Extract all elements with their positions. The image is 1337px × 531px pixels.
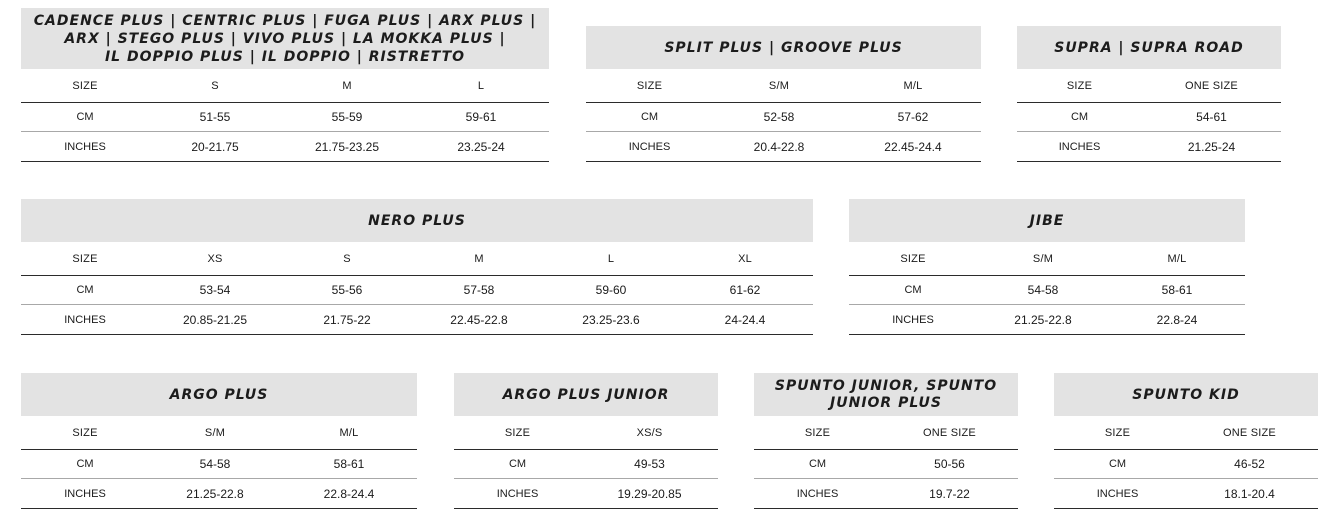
table-cell: 19.29-20.85: [617, 486, 682, 501]
column-header: ONE SIZE: [1185, 79, 1238, 92]
size-table-split: [586, 26, 981, 162]
table-title-line: JIBE: [1029, 212, 1065, 229]
table-row-inches: [1017, 132, 1281, 162]
row-label: CM: [1108, 458, 1127, 470]
table-cell: 21.25-22.8: [1014, 312, 1072, 327]
table-header-row: [454, 416, 718, 450]
row-label: CM: [640, 111, 659, 123]
table-cell: 52-58: [763, 110, 795, 124]
column-header: SIZE: [72, 79, 98, 92]
table-title-line: SPUNTO KID: [1132, 386, 1240, 403]
table-title: [754, 373, 1018, 416]
column-header: M: [474, 252, 484, 265]
table-cell: 18.1-20.4: [1224, 486, 1275, 501]
column-header: S/M: [1032, 252, 1054, 265]
table-cell: 24-24.4: [724, 312, 766, 327]
column-header: M/L: [339, 426, 359, 439]
table-cell: 54-58: [1027, 283, 1059, 297]
table-cell: 58-61: [333, 457, 365, 471]
column-header: L: [607, 252, 615, 265]
table-header-row: [754, 416, 1018, 450]
table-cell: 22.45-22.8: [450, 312, 508, 327]
table-title-line: ARGO PLUS JUNIOR: [502, 386, 670, 403]
table-title-line: SUPRA | SUPRA ROAD: [1054, 39, 1244, 56]
row-label: CM: [76, 284, 94, 296]
column-header: XS/S: [636, 426, 663, 439]
row-label: INCHES: [1058, 140, 1101, 153]
table-cell: 57-62: [897, 110, 929, 124]
row-label: CM: [808, 458, 827, 470]
size-table-spunto-kid: [1054, 373, 1318, 509]
row-label: INCHES: [64, 140, 106, 153]
table-cell: 20.4-22.8: [753, 139, 805, 154]
table-cell: 55-56: [331, 283, 363, 297]
table-header-row: [1017, 69, 1281, 103]
table-title-line: ARGO PLUS: [169, 386, 269, 403]
column-header: ONE SIZE: [923, 426, 976, 439]
table-cell: 54-58: [199, 457, 231, 471]
table-cell: 23.25-24: [457, 139, 505, 154]
table-cell: 23.25-23.6: [582, 312, 640, 327]
table-cell: 57-58: [463, 283, 495, 297]
table-cell: 59-61: [465, 110, 497, 124]
row-label: INCHES: [64, 487, 106, 500]
table-cell: 21.75-23.25: [314, 139, 380, 154]
table-cell: 19.7-22: [929, 486, 970, 501]
table-cell: 22.8-24.4: [323, 486, 375, 501]
column-header: L: [477, 79, 485, 92]
table-title: [586, 26, 981, 69]
table-cell: 50-56: [934, 457, 965, 471]
table-row-cm: [21, 103, 549, 132]
table-row-cm: [454, 450, 718, 479]
table-title-line: NERO PLUS: [368, 212, 466, 229]
table-row-inches: [1054, 479, 1318, 509]
row-label: CM: [1070, 111, 1089, 123]
table-header-row: [21, 242, 813, 276]
table-cell: 22.45-24.4: [884, 139, 942, 154]
table-title: [1017, 26, 1281, 69]
table-title: [454, 373, 718, 416]
size-table-jibe: [849, 199, 1245, 335]
table-title: [21, 8, 549, 69]
column-header: XS: [207, 252, 223, 265]
size-table-argo: [21, 373, 417, 509]
column-header: M/L: [903, 79, 923, 92]
row-label: CM: [508, 458, 527, 470]
table-row-cm: [586, 103, 981, 132]
table-row-inches: [454, 479, 718, 509]
row-label: CM: [904, 284, 922, 296]
size-table-supra: [1017, 26, 1281, 162]
column-header: M/L: [1167, 252, 1187, 265]
table-title-line: CADENCE PLUS | CENTRIC PLUS | FUGA PLUS | ARX PLUS |: [33, 12, 537, 29]
table-title-line: JUNIOR PLUS: [830, 394, 942, 411]
table-cell: 58-61: [1161, 283, 1193, 297]
table-row-cm: [754, 450, 1018, 479]
size-table-argo-junior: [454, 373, 718, 509]
row-label: INCHES: [64, 313, 106, 326]
column-header: XL: [738, 252, 752, 265]
table-row-inches: [21, 132, 549, 162]
column-header: ONE SIZE: [1223, 426, 1276, 439]
table-title-line: SPUNTO JUNIOR, SPUNTO: [774, 377, 998, 394]
table-header-row: [21, 416, 417, 450]
table-cell: 54-61: [1196, 110, 1227, 124]
column-header: S/M: [204, 426, 226, 439]
size-table-nero: [21, 199, 813, 335]
table-row-inches: [754, 479, 1018, 509]
column-header: SIZE: [1104, 426, 1131, 439]
table-title: [1054, 373, 1318, 416]
table-header-row: [586, 69, 981, 103]
table-cell: 21.75-22: [323, 312, 371, 327]
row-label: INCHES: [796, 487, 839, 500]
column-header: SIZE: [900, 252, 926, 265]
table-row-inches: [586, 132, 981, 162]
table-header-row: [21, 69, 549, 103]
table-cell: 46-52: [1234, 457, 1265, 471]
table-title-line: SPLIT PLUS | GROOVE PLUS: [664, 39, 903, 56]
table-header-row: [1054, 416, 1318, 450]
column-header: SIZE: [504, 426, 531, 439]
row-label: CM: [76, 458, 94, 470]
column-header: M: [342, 79, 352, 92]
column-header: SIZE: [72, 426, 98, 439]
column-header: SIZE: [636, 79, 663, 92]
table-title: [21, 373, 417, 416]
table-row-cm: [849, 276, 1245, 305]
table-row-inches: [21, 305, 813, 335]
table-row-cm: [21, 276, 813, 305]
table-cell: 59-60: [595, 283, 627, 297]
column-header: SIZE: [72, 252, 98, 265]
table-row-inches: [849, 305, 1245, 335]
table-cell: 53-54: [199, 283, 231, 297]
table-header-row: [849, 242, 1245, 276]
table-cell: 20-21.75: [191, 139, 239, 154]
table-title: [849, 199, 1245, 242]
table-title-line: IL DOPPIO PLUS | IL DOPPIO | RISTRETTO: [104, 48, 466, 65]
table-row-cm: [1054, 450, 1318, 479]
table-cell: 51-55: [199, 110, 231, 124]
column-header: S: [211, 79, 219, 92]
table-cell: 20.85-21.25: [182, 312, 248, 327]
table-cell: 21.25-24: [1187, 139, 1236, 154]
row-label: INCHES: [1096, 487, 1139, 500]
table-row-cm: [21, 450, 417, 479]
table-row-inches: [21, 479, 417, 509]
row-label: INCHES: [892, 313, 934, 326]
table-title-line: ARX | STEGO PLUS | VIVO PLUS | LA MOKKA PLUS |: [64, 30, 506, 47]
column-header: SIZE: [1066, 79, 1093, 92]
row-label: INCHES: [496, 487, 539, 500]
column-header: SIZE: [804, 426, 831, 439]
table-title: [21, 199, 813, 242]
table-row-cm: [1017, 103, 1281, 132]
table-cell: 49-53: [634, 457, 665, 471]
column-header: S: [343, 252, 351, 265]
row-label: INCHES: [628, 140, 671, 153]
table-cell: 61-62: [729, 283, 761, 297]
size-table-spunto-junior: [754, 373, 1018, 509]
table-cell: 55-59: [331, 110, 363, 124]
size-table-cadence: [21, 8, 549, 162]
column-header: S/M: [768, 79, 790, 92]
table-cell: 22.8-24: [1156, 312, 1198, 327]
table-cell: 21.25-22.8: [186, 486, 244, 501]
row-label: CM: [76, 111, 94, 123]
